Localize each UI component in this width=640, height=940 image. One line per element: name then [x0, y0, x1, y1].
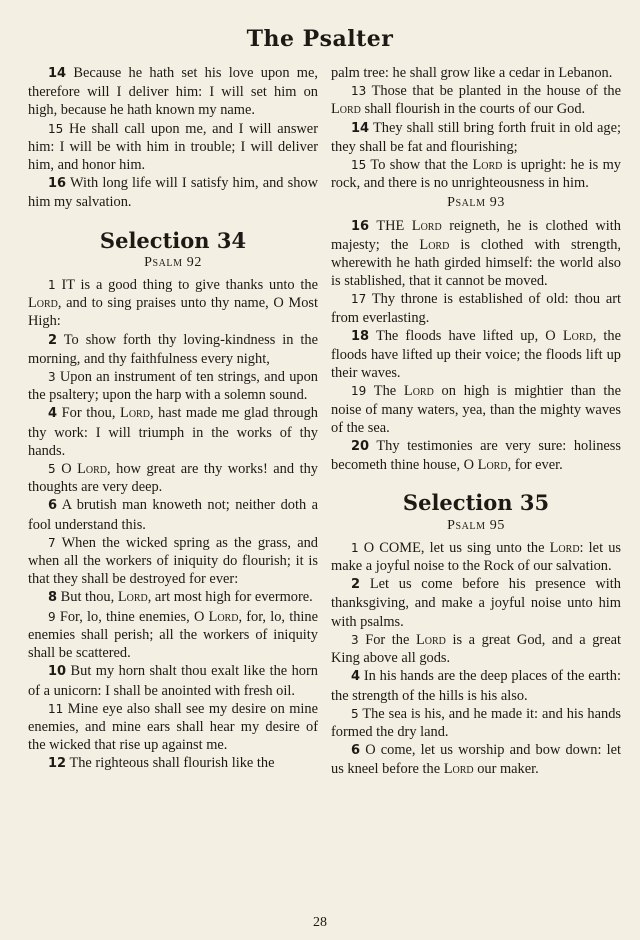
verse-number: 6	[351, 743, 361, 759]
verse-number: 6	[48, 498, 58, 514]
verse-number: 1	[351, 540, 359, 555]
verse	[28, 331, 318, 368]
verse-continuation: palm tree: he shall grow like a cedar in Lebanon.	[331, 65, 613, 81]
verse-number: 5	[351, 706, 359, 721]
verse	[28, 534, 318, 589]
lord-small-caps: Lord	[443, 761, 474, 778]
verse-number: 17	[351, 292, 367, 307]
verse	[28, 700, 318, 755]
verse-text: THE Lord reigneth, he is clothed with majesty; the Lord is clothed with strength, wherewith he hath girded himself: the world also is stablished, that it cannot be moved.	[331, 217, 622, 290]
verse-text: O Lord, how great are thy works! and thy thoughts are very deep.	[28, 461, 318, 496]
verse	[331, 119, 621, 156]
verse	[28, 276, 318, 331]
verse-text: To show forth thy loving-kindness in the morning, and thy faithfulness every night,	[28, 331, 318, 367]
lord-small-caps: Lord	[120, 405, 150, 422]
verse	[28, 496, 318, 533]
verse-list-bottom	[28, 276, 318, 773]
verse	[331, 437, 621, 474]
verse	[331, 290, 621, 326]
verse-text: With long life will I satisfy him, and show him my salvation.	[28, 175, 318, 211]
verse-number: 5	[48, 462, 56, 477]
lord-small-caps: Lord	[472, 157, 503, 174]
lord-small-caps: Lord	[419, 236, 450, 253]
verse	[331, 156, 621, 192]
verse	[331, 539, 621, 575]
verse-number: 4	[48, 406, 58, 422]
verse-text: To show that the Lord is upright: he is my rock, and there is no unrighteousness in him.	[331, 157, 621, 192]
verse	[28, 754, 318, 773]
verse-number: 7	[48, 535, 56, 550]
page-number: 28	[313, 915, 327, 930]
verse	[28, 460, 318, 496]
right-column	[331, 64, 621, 779]
verse-text: Upon an instrument of ten strings, and upon the psaltery; upon the harp with a solemn sound.	[28, 369, 318, 404]
verse	[28, 64, 318, 120]
verse-number: 2	[48, 332, 58, 348]
left-column	[28, 64, 318, 774]
verse-text: When the wicked spring as the grass, and when all the workers of iniquity do flourish; it is that they shall be destroyed for ever:	[28, 534, 318, 588]
verse-text: For, lo, thine enemies, O Lord, for, lo, thine enemies shall perish; all the workers of iniquity shall be scattered.	[28, 608, 318, 662]
verse-number: 10	[48, 664, 67, 680]
verse-text: For thou, Lord, hast made me glad through thy work: I will triumph in the works of thy hands.	[28, 405, 318, 459]
verse-number: 11	[48, 701, 64, 716]
verse	[28, 588, 318, 607]
verse-text: Thy throne is established of old: thou art from everlasting.	[331, 291, 622, 326]
lord-small-caps: Lord	[77, 461, 108, 478]
verse-text: A brutish man knoweth not; neither doth a fool understand this.	[28, 497, 318, 533]
verse-text: But my horn shalt thou exalt like the horn of a unicorn: I shall be anointed with fresh oil.	[28, 663, 318, 699]
verse	[28, 608, 318, 663]
verse-number: 9	[48, 609, 56, 624]
verse-text: For the Lord is a great God, and a great King above all gods.	[331, 631, 621, 667]
verse	[331, 382, 621, 437]
verse	[28, 120, 318, 175]
verse-text: The sea is his, and he made it: and his hands formed the dry land.	[331, 705, 621, 740]
verse	[331, 82, 621, 118]
verse-text: Mine eye also shall see my desire on mine enemies, and mine ears shall hear my desire of the wicked that rise up against me.	[28, 700, 318, 754]
verse-number: 13	[351, 84, 367, 99]
verse-text: But thou, Lord, art most high for evermore.	[60, 589, 313, 606]
verse-text: The righteous shall flourish like the	[69, 755, 275, 772]
verse-number: 19	[351, 384, 367, 399]
page-title: The Psalter	[246, 26, 394, 52]
verse-text: Those that be planted in the house of the Lord shall flourish in the courts of our God.	[331, 83, 621, 118]
verse-number: 14	[48, 66, 67, 81]
verse-list-mid	[331, 217, 621, 475]
verse-number: 16	[48, 176, 67, 192]
selection-title: Selection 34	[99, 227, 247, 253]
verse-number: 3	[351, 632, 359, 647]
verse-number: 3	[48, 370, 56, 385]
verse-text: He shall call upon me, and I will answer him: I will be with him in trouble; I will deliver him, and honor him.	[28, 120, 318, 174]
verse-list-bottom	[331, 539, 621, 779]
verse	[331, 575, 621, 631]
verse-list-top	[331, 82, 621, 192]
psalm-label: Psalm 95	[447, 517, 505, 533]
lord-small-caps: Lord	[415, 631, 446, 648]
verse-number: 12	[48, 756, 67, 772]
verse-number: 14	[351, 120, 370, 136]
lord-small-caps: Lord	[403, 383, 434, 400]
verse-text: The floods have lifted up, O Lord, the floods have lifted up their voice; the floods lift up their waves.	[331, 327, 621, 382]
psalm-label: Psalm 93	[447, 195, 505, 211]
verse-text: IT is a good thing to give thanks unto the Lord, and to sing praises unto thy name, O Most High:	[28, 277, 318, 330]
selection-title: Selection 35	[402, 490, 550, 516]
lord-small-caps: Lord	[117, 589, 148, 606]
verse-text: O come, let us worship and bow down: let us kneel before the Lord our maker.	[331, 742, 621, 778]
lord-small-caps: Lord	[477, 457, 508, 474]
verse-number: 4	[351, 669, 361, 685]
psalm-label: Psalm 92	[144, 254, 202, 270]
verse-number: 1	[48, 278, 56, 293]
verse-number: 2	[351, 577, 361, 593]
verse-text: Let us come before his presence with thanksgiving, and make a joyful noise unto him with psalms.	[331, 576, 621, 630]
lord-small-caps: Lord	[549, 539, 580, 556]
lord-small-caps: Lord	[331, 101, 361, 118]
verse-text: In his hands are the deep places of the earth: the strength of the hills is his also.	[331, 668, 621, 704]
lord-small-caps: Lord	[28, 295, 58, 312]
lord-small-caps: Lord	[208, 608, 239, 625]
verse-number: 8	[48, 590, 58, 606]
verse-text: O COME, let us sing unto the Lord: let us make a joyful noise to the Rock of our salvation.	[331, 539, 621, 575]
verse	[331, 631, 621, 667]
verse	[28, 368, 318, 404]
verse	[28, 404, 318, 460]
verse-number: 18	[351, 328, 370, 344]
verse-text: Because he hath set his love upon me, therefore will I deliver him: I will set him on high, because he hath known my name.	[28, 65, 318, 119]
verse-text: The Lord on high is mightier than the noise of many waters, yea, than the mighty waves of the sea.	[331, 383, 621, 436]
lord-small-caps: Lord	[411, 217, 442, 234]
verse	[331, 741, 621, 778]
verse-list-top	[28, 64, 318, 212]
verse	[331, 705, 621, 741]
lord-small-caps: Lord	[562, 327, 593, 344]
verse-text: They shall still bring forth fruit in old age; they shall be fat and flourishing;	[331, 119, 621, 155]
verse	[331, 327, 621, 383]
verse	[28, 662, 318, 699]
verse-text: Thy testimonies are very sure: holiness becometh thine house, O Lord, for ever.	[331, 438, 621, 474]
verse	[28, 174, 318, 211]
verse-number: 15	[48, 121, 64, 136]
verse-number: 16	[351, 218, 370, 234]
verse-number: 20	[351, 439, 370, 455]
verse	[331, 667, 621, 704]
verse-number: 15	[351, 158, 367, 173]
verse	[331, 217, 621, 291]
